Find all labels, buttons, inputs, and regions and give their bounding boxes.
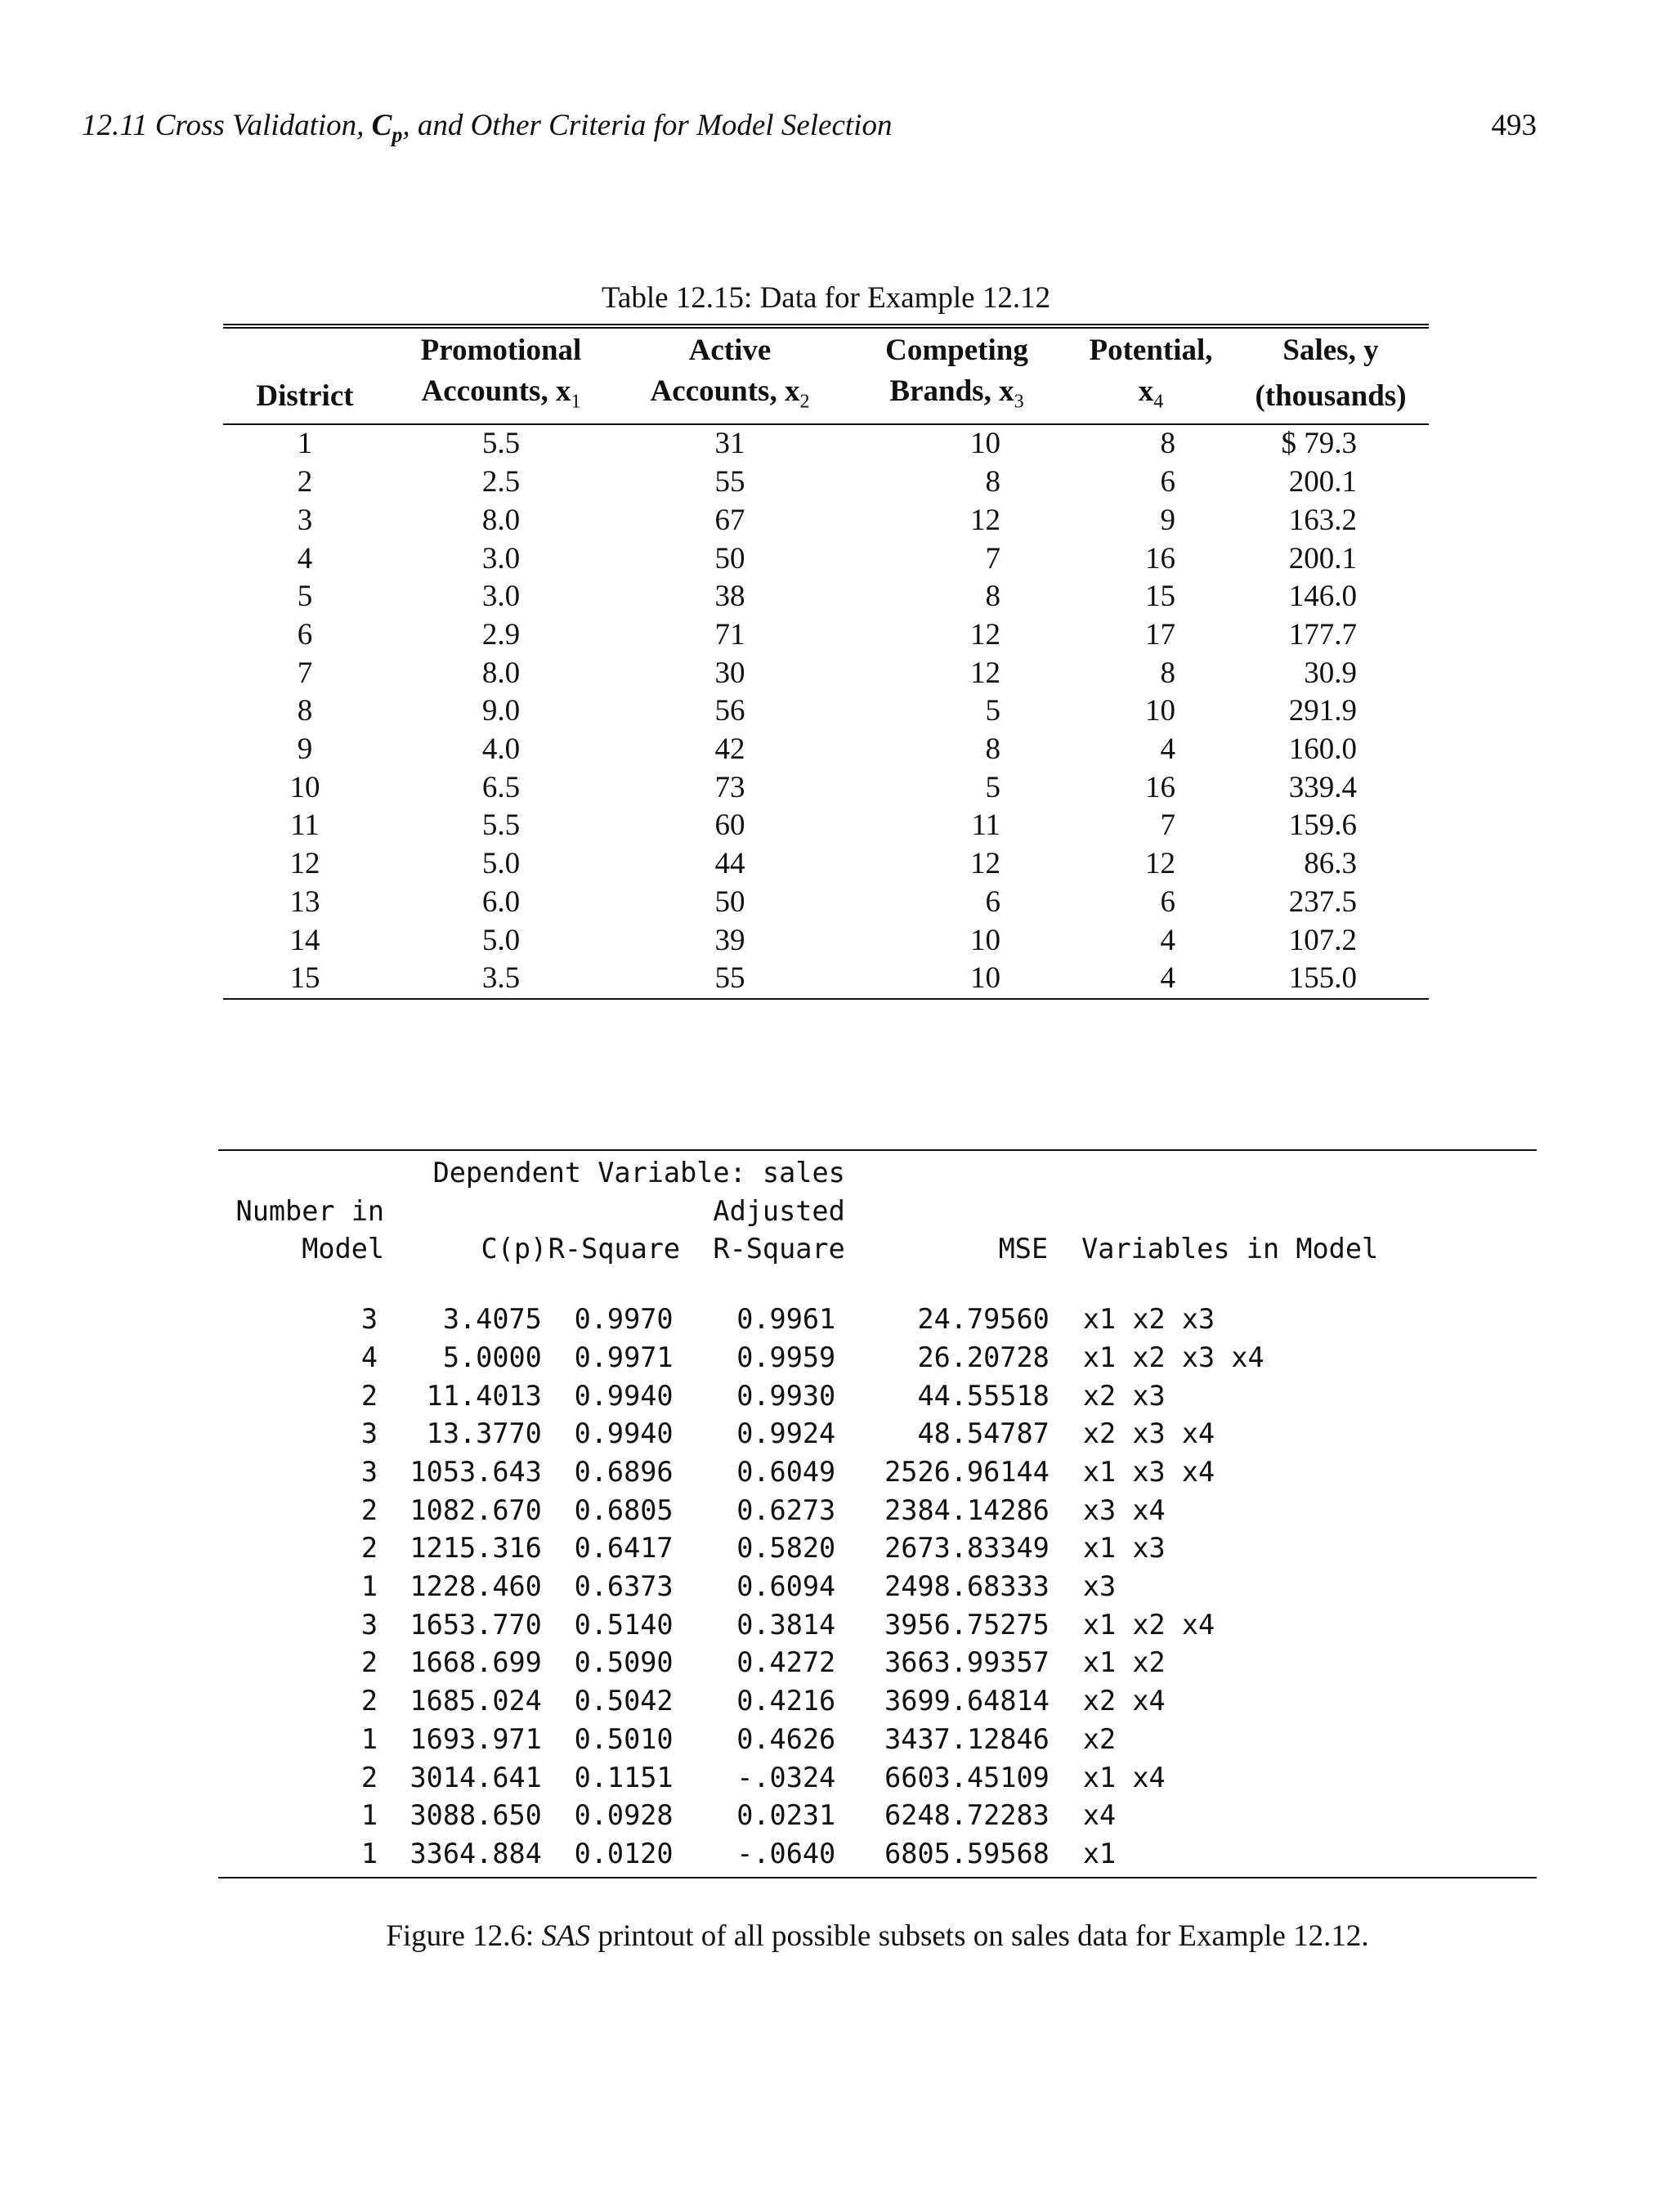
cell-adj-rsquare: 0.3814 [736,1608,836,1641]
cell-mse: 3437.12846 [884,1722,1050,1755]
cp-symbol: $C_p$ [371,109,403,147]
table-row [223,731,1429,769]
cell-sales: 200.1 [1288,465,1357,499]
cell-mse: 6248.72283 [884,1799,1050,1832]
cell-promotional: 5.0 [481,847,521,881]
cell-cp: 1668.699 [410,1646,542,1679]
cell-competing: 7 [985,541,1000,575]
cell-sales: 177.7 [1288,617,1357,652]
cell-number-in-model: 1 [360,1570,378,1603]
table-row [223,769,1429,808]
cell-active: 31 [714,427,745,461]
dependent-variable-title: Dependent Variable: sales [432,1157,845,1189]
cell-variables: x2 [1082,1722,1117,1755]
cell-competing: 8 [985,465,1000,499]
cell-district: 15 [223,960,387,999]
cell-cp: 3014.641 [410,1761,542,1793]
table-row [223,424,1429,463]
cell-variables: x1 x2 x3 x4 [1082,1341,1264,1373]
cell-potential: 4 [1160,732,1175,767]
cell-competing: 10 [844,960,1069,999]
header-potential: Potential, [1089,334,1213,367]
cell-rsquare: 0.1151 [574,1761,674,1793]
cell-variables: x2 x4 [1082,1685,1166,1717]
cell-adj-rsquare: -.0324 [736,1761,836,1793]
cell-number-in-model: 2 [360,1379,378,1412]
cell-competing: 8 [985,580,1000,614]
cell-competing: 11 [971,808,1000,843]
cell-potential: 8 [1160,427,1175,461]
printout-row [218,1606,1537,1645]
col-variables: Variables in Model [1081,1233,1379,1265]
printout-rows [218,1301,1537,1874]
cell-cp: 11.4013 [426,1379,542,1412]
cell-rsquare: 0.5010 [574,1722,674,1755]
col-model: Model [302,1233,385,1265]
col-cp: C(p) [481,1233,548,1265]
cell-district: 3 [297,503,313,537]
cell-district: 2 [297,465,313,499]
table-row [223,807,1429,845]
cell-adj-rsquare: 0.5820 [736,1532,836,1565]
cell-sales: 237.5 [1288,884,1357,919]
cell-competing: 12 [970,847,1000,881]
cell-variables: x4 [1082,1799,1117,1832]
cell-competing: 12 [970,503,1000,537]
cell-adj-rsquare: 0.6273 [736,1493,836,1526]
cell-active: 60 [714,808,745,843]
cell-cp: 3364.884 [410,1837,542,1869]
table-row [223,616,1429,655]
page-number: 493 [1491,109,1537,142]
cell-potential: 6 [1160,465,1175,499]
cell-promotional: 5.5 [481,808,521,843]
cell-variables: x1 x4 [1082,1761,1166,1793]
cell-competing: 8 [985,732,1000,767]
figure-caption: Figure 12.6: SAS printout of all possible subsets on sales data for Example 12.12. [386,1919,1369,1953]
cell-adj-rsquare: 0.9959 [736,1341,836,1373]
cell-promotional: 2.9 [481,617,521,652]
cell-cp: 3.4075 [442,1303,542,1336]
cell-promotional: 5.5 [481,427,521,461]
cell-cp: 3088.650 [410,1799,542,1832]
cell-promotional: 2.5 [481,465,521,499]
header-promotional: Promotional [420,334,582,367]
printout-row [218,1759,1537,1798]
data-table [223,324,1429,1000]
cell-cp: 1053.643 [410,1455,542,1488]
cell-potential: 15 [1145,580,1175,614]
cell-promotional: 8.0 [481,503,521,537]
cell-sales: 291.9 [1288,694,1357,728]
cell-variables: x2 x3 x4 [1082,1417,1215,1450]
printout-row [218,1529,1537,1568]
cell-cp: 1653.770 [410,1608,542,1641]
cell-sales: 30.9 [1304,656,1357,690]
cell-number-in-model: 1 [360,1837,378,1869]
cell-promotional: 9.0 [481,694,521,728]
cell-sales: 155.0 [1233,960,1429,999]
cell-rsquare: 0.9970 [574,1303,674,1336]
cell-district: 4 [297,541,313,575]
cell-active: 30 [714,656,745,690]
table-row [223,960,1429,999]
cell-rsquare: 0.5090 [574,1646,674,1679]
printout-row [218,1301,1537,1339]
printout-top-rule [218,1149,1537,1151]
table-row [223,502,1429,540]
cell-potential: 17 [1145,617,1175,652]
cell-sales: 159.6 [1288,808,1357,843]
cell-mse: 3663.99357 [884,1646,1050,1679]
header-brands-x3: Brands, $x_3$ [844,369,1069,424]
cell-competing: 10 [970,427,1000,461]
running-header [82,108,1537,149]
cell-rsquare: 0.5140 [574,1608,674,1641]
cell-number-in-model: 3 [360,1455,378,1488]
cell-sales: 107.2 [1288,923,1357,957]
cell-potential: 4 [1160,923,1175,957]
printout-row [218,1835,1537,1874]
table-row [223,655,1429,693]
cell-cp: 1215.316 [410,1532,542,1565]
cell-mse: 48.54787 [917,1417,1050,1450]
col-adjusted: Adjusted [713,1194,845,1227]
cell-number-in-model: 1 [360,1799,378,1832]
cell-adj-rsquare: 0.0231 [736,1799,836,1832]
section-title: 12.11 Cross Validation, $C_p$, and Other Criteria for Model Selection [82,109,893,147]
printout-row [218,1339,1537,1377]
printout-row [218,1568,1537,1606]
cell-competing: 5 [985,694,1000,728]
table-row [223,463,1429,502]
table-row [223,922,1429,960]
cell-number-in-model: 3 [360,1608,378,1641]
printout-row [218,1492,1537,1530]
sas-printout [218,1149,1537,1878]
cell-rsquare: 0.0120 [574,1837,674,1869]
cell-potential: 9 [1160,503,1175,537]
cell-variables: x1 x2 x3 [1082,1303,1215,1336]
cell-variables: x1 x3 [1082,1532,1166,1565]
cell-mse: 24.79560 [917,1303,1050,1336]
cell-district: 9 [297,732,313,767]
cell-promotional: 3.0 [481,541,521,575]
cell-sales: 163.2 [1288,503,1357,537]
cell-sales: 200.1 [1288,541,1357,575]
cell-mse: 3699.64814 [884,1685,1050,1717]
cell-potential: 8 [1160,656,1175,690]
printout-row [218,1415,1537,1453]
cell-potential: 6 [1160,884,1175,919]
cell-active: 50 [714,541,745,575]
cell-adj-rsquare: -.0640 [736,1837,836,1869]
table-row [223,884,1429,922]
cell-cp: 13.3770 [426,1417,542,1450]
cell-active: 42 [714,732,745,767]
cell-promotional: 5.0 [481,923,521,957]
printout-header [218,1154,1537,1269]
cell-promotional: 6.5 [481,770,521,804]
cell-rsquare: 0.5042 [574,1685,674,1717]
cell-adj-rsquare: 0.4216 [736,1685,836,1717]
cell-potential: 12 [1145,847,1175,881]
cell-rsquare: 0.9940 [574,1417,674,1450]
cell-competing: 10 [970,923,1000,957]
cell-active: 44 [714,847,745,881]
table-caption: Table 12.15: Data for Example 12.12 [601,281,1051,315]
printout-row [218,1453,1537,1492]
cell-active: 73 [714,770,745,804]
cell-cp: 1228.460 [410,1570,542,1603]
cell-number-in-model: 4 [360,1341,378,1373]
printout-row [218,1721,1537,1759]
header-active: Active [688,334,772,367]
cell-potential: 4 [1069,960,1233,999]
cell-district: 8 [297,694,313,728]
table-row [223,692,1429,731]
cell-district: 7 [297,656,313,690]
printout-row [218,1682,1537,1721]
header-thousands: (thousands) [1233,369,1429,424]
cell-district: 14 [289,923,320,957]
cell-variables: x3 [1082,1570,1117,1603]
col-number-in: Number in [235,1194,385,1227]
table-row [223,540,1429,579]
cell-mse: 44.55518 [917,1379,1050,1412]
cell-active: 55 [714,465,745,499]
cell-adj-rsquare: 0.6049 [736,1455,836,1488]
cell-variables: x2 x3 [1082,1379,1166,1412]
cell-variables: x1 x3 x4 [1082,1455,1215,1488]
cell-active: 50 [714,884,745,919]
cell-sales: 86.3 [1304,847,1357,881]
cell-competing: 12 [970,656,1000,690]
cell-rsquare: 0.0928 [574,1799,674,1832]
cell-potential: 10 [1145,694,1175,728]
printout-row [218,1644,1537,1682]
cell-district: 13 [289,884,320,919]
cell-district: 1 [297,427,313,461]
printout-row [218,1377,1537,1416]
cell-mse: 6805.59568 [884,1837,1050,1869]
cell-number-in-model: 3 [360,1303,378,1336]
cell-cp: 1082.670 [410,1493,542,1526]
col-adj-rsquare: R-Square [713,1233,845,1265]
cell-active: 67 [714,503,745,537]
cell-sales: 160.0 [1288,732,1357,767]
cell-number-in-model: 2 [360,1532,378,1565]
cell-variables: x3 x4 [1082,1493,1166,1526]
cell-number-in-model: 3 [360,1417,378,1450]
cell-sales: 339.4 [1288,770,1357,804]
cell-rsquare: 0.6417 [574,1532,674,1565]
table-row [223,578,1429,616]
cell-district: 6 [297,617,313,652]
cell-promotional: 4.0 [481,732,521,767]
cell-variables: x1 x2 [1082,1646,1166,1679]
cell-mse: 2498.68333 [884,1570,1050,1603]
cell-promotional: 3.5 [387,960,615,999]
cell-potential: 16 [1145,541,1175,575]
header-accounts-x1: Accounts, $x_1$ [387,369,615,424]
cell-number-in-model: 2 [360,1685,378,1717]
cell-active: 56 [714,694,745,728]
cell-mse: 3956.75275 [884,1608,1050,1641]
header-accounts-x2: Accounts, $x_2$ [615,369,844,424]
cell-rsquare: 0.9971 [574,1341,674,1373]
cell-mse: 2384.14286 [884,1493,1050,1526]
cell-adj-rsquare: 0.4626 [736,1722,836,1755]
cell-mse: 2526.96144 [884,1455,1050,1488]
cell-rsquare: 0.6896 [574,1455,674,1488]
cell-cp: 1693.971 [410,1722,542,1755]
header-x4: $x_4$ [1069,369,1233,424]
cell-mse: 2673.83349 [884,1532,1050,1565]
cell-rsquare: 0.6805 [574,1493,674,1526]
cell-number-in-model: 2 [360,1646,378,1679]
cell-potential: 7 [1160,808,1175,843]
cell-cp: 5.0000 [442,1341,542,1373]
cell-active: 55 [615,960,844,999]
col-rsquare: R-Square [548,1233,681,1265]
cell-promotional: 6.0 [481,884,521,919]
cell-adj-rsquare: 0.6094 [736,1570,836,1603]
cell-number-in-model: 2 [360,1761,378,1793]
cell-adj-rsquare: 0.9930 [736,1379,836,1412]
cell-district: 11 [290,808,320,843]
cell-district: 12 [289,847,320,881]
cell-variables: x1 x2 x4 [1082,1608,1215,1641]
cell-promotional: 8.0 [481,656,521,690]
cell-competing: 6 [985,884,1000,919]
col-mse: MSE [998,1233,1049,1265]
cell-sales: $ 79.3 [1281,427,1357,461]
header-district: District [223,369,387,424]
cell-active: 39 [714,923,745,957]
cell-active: 38 [714,580,745,614]
cell-district: 5 [297,580,313,614]
printout-row [218,1797,1537,1835]
printout-bottom-rule [218,1877,1537,1878]
cell-adj-rsquare: 0.9924 [736,1417,836,1450]
cell-promotional: 3.0 [481,580,521,614]
cell-mse: 26.20728 [917,1341,1050,1373]
cell-active: 71 [714,617,745,652]
header-sales: Sales, y [1282,334,1379,367]
cell-variables: x1 [1082,1837,1117,1869]
cell-competing: 5 [985,770,1000,804]
table-row [223,845,1429,884]
header-competing: Competing [885,334,1028,367]
cell-rsquare: 0.9940 [574,1379,674,1412]
cell-district: 10 [289,770,320,804]
cell-rsquare: 0.6373 [574,1570,674,1603]
cell-adj-rsquare: 0.9961 [736,1303,836,1336]
cell-cp: 1685.024 [410,1685,542,1717]
cell-competing: 12 [970,617,1000,652]
cell-number-in-model: 2 [360,1493,378,1526]
cell-mse: 6603.45109 [884,1761,1050,1793]
cell-number-in-model: 1 [360,1722,378,1755]
cell-sales: 146.0 [1288,580,1357,614]
cell-adj-rsquare: 0.4272 [736,1646,836,1679]
cell-potential: 16 [1145,770,1175,804]
